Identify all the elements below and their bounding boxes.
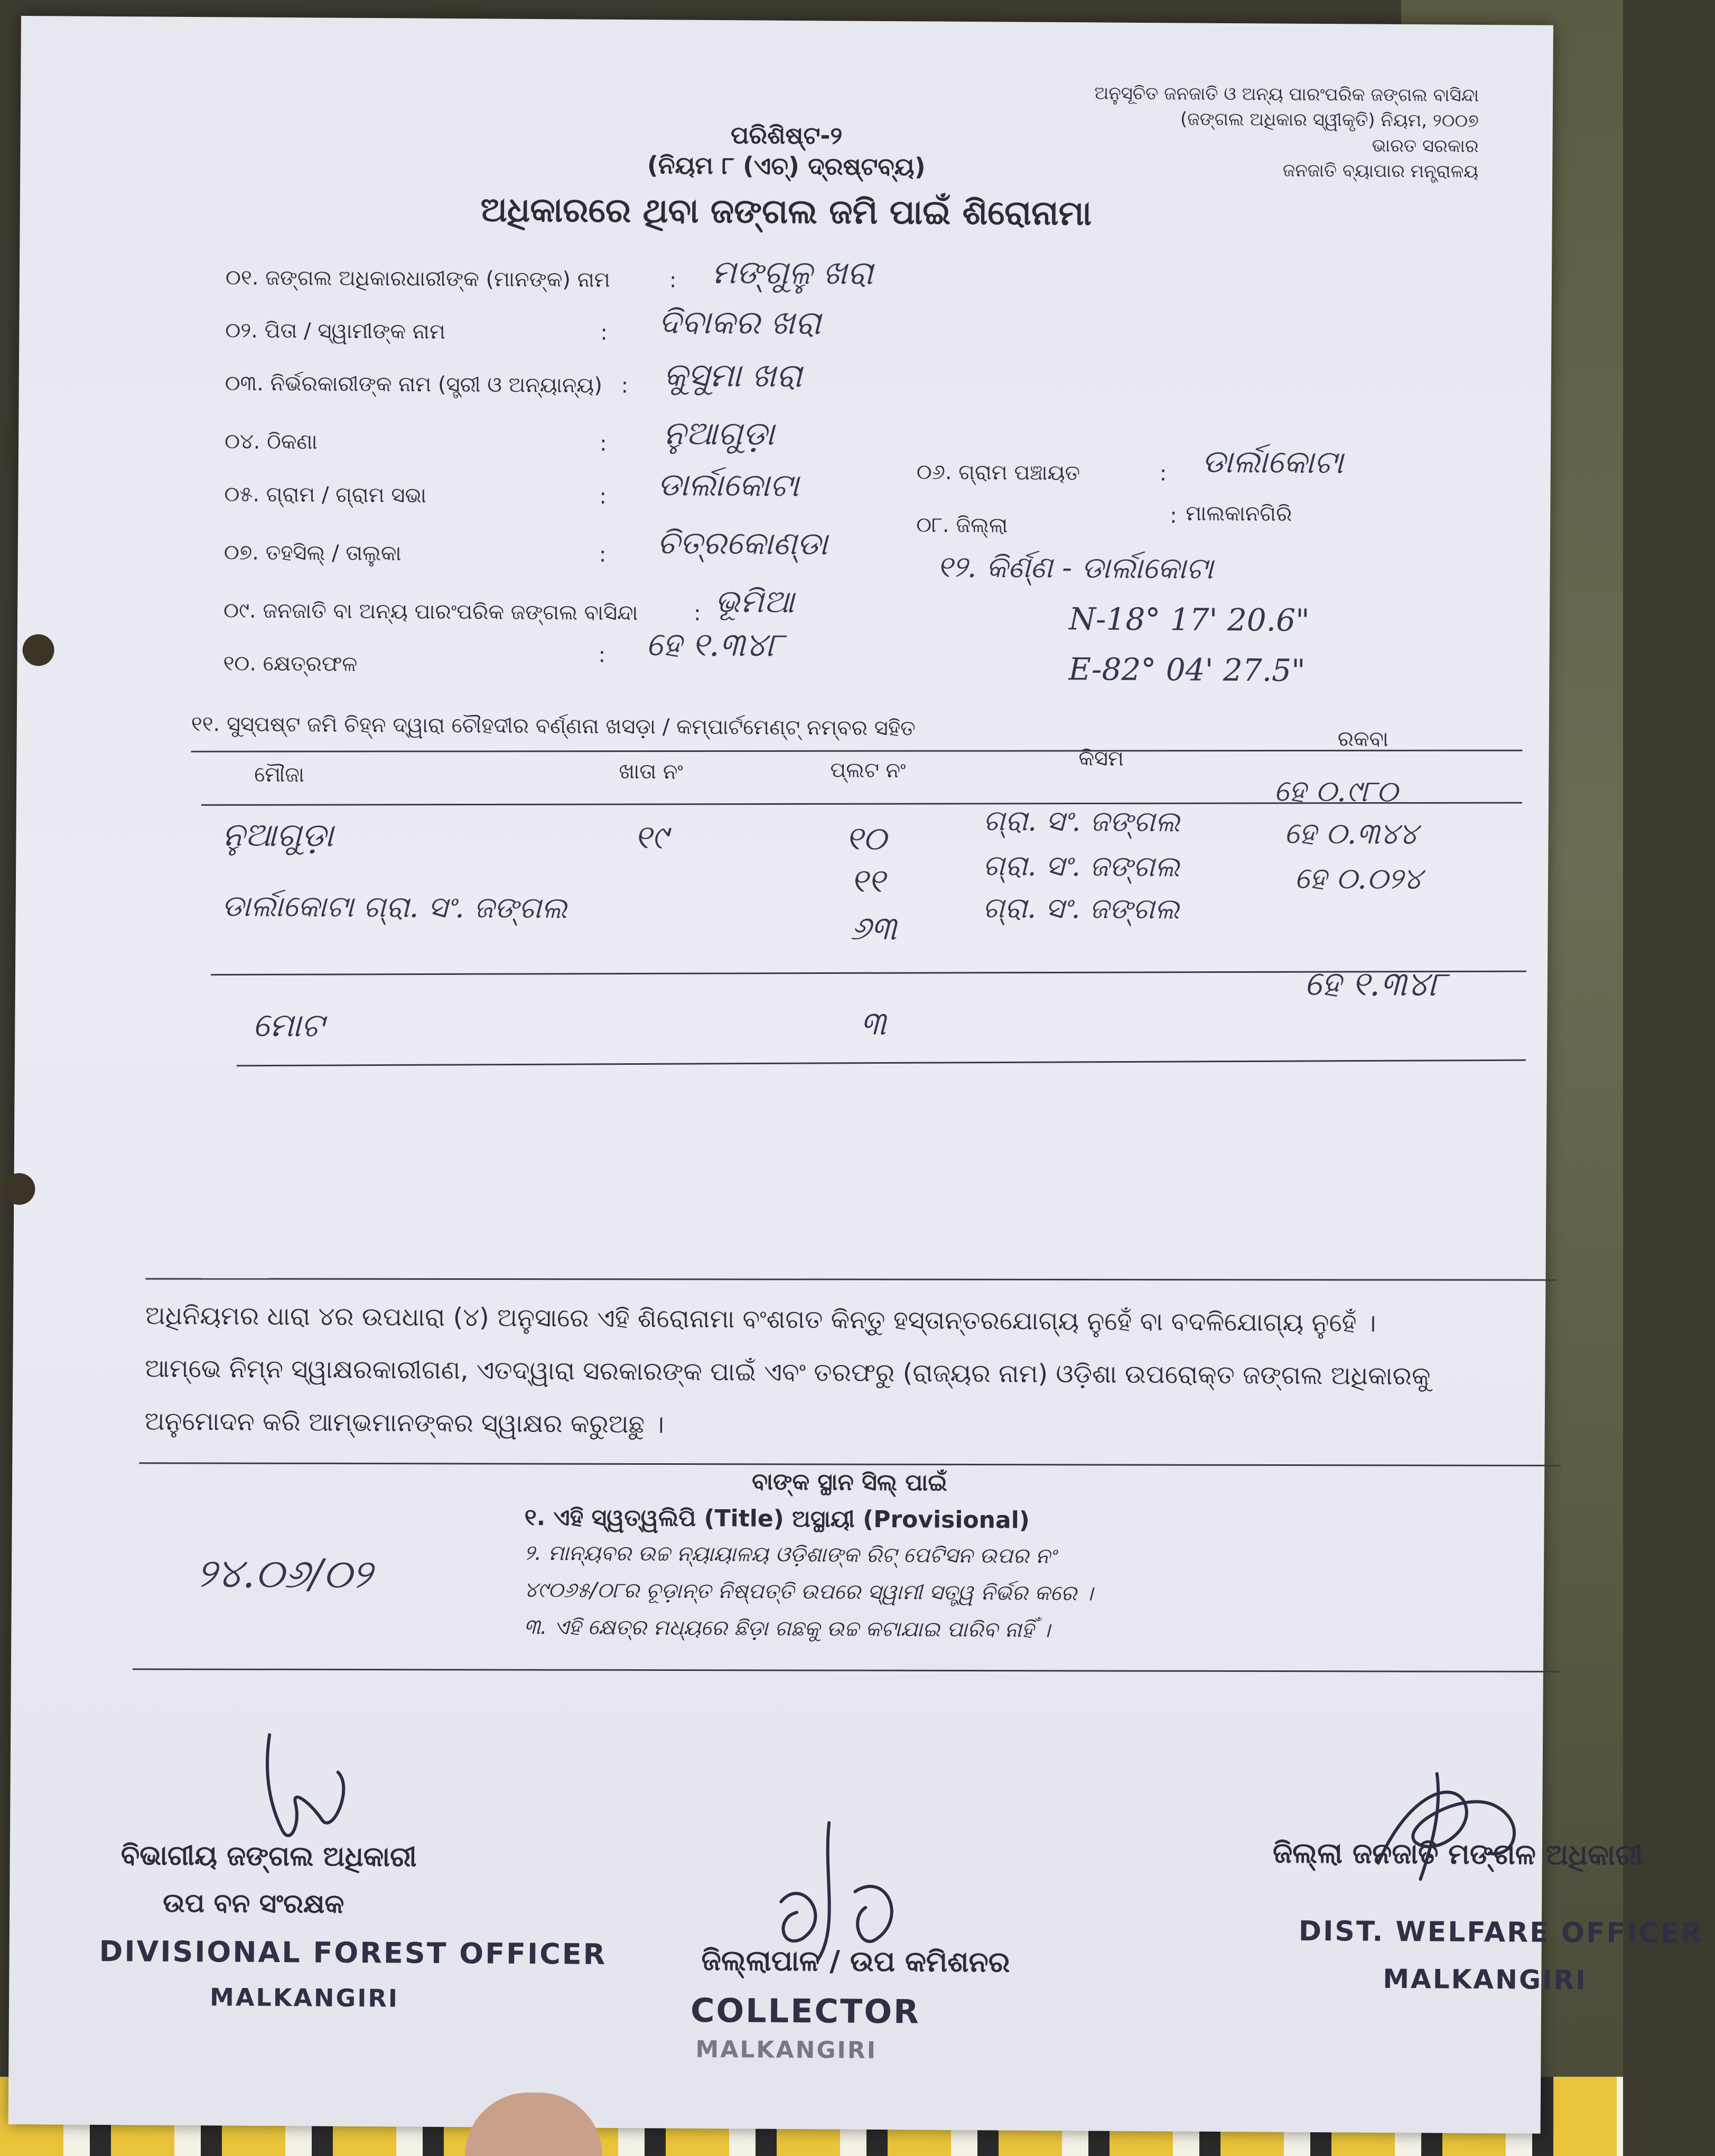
page-title: ଅଧିକାରରେ ଥିବା ଜଙ୍ଗଲ ଜମି ପାଇଁ ଶିରୋନାମା <box>480 190 1092 234</box>
cell-kisam: ଗ୍ରା. ସଂ. ଜଙ୍ଗଲ <box>982 891 1180 926</box>
col-header-rakba: ରକବା <box>1337 727 1389 751</box>
table-top-rule <box>191 750 1523 752</box>
gps-longitude: E-82° 04' 27.5" <box>1068 651 1306 689</box>
field-value-area: ହେ ୧.୩୪୮ <box>646 625 784 664</box>
declaration-line-3: ଅନୁମୋଦନ କରି ଆମ୍ଭମାନଙ୍କର ସ୍ୱାକ୍ଷର କରୁଅଛୁ । <box>144 1406 665 1439</box>
cell-rakba: ହେ ୦.୯୮୦ <box>1273 774 1398 809</box>
cell-mouza: ନୁଆଗୁଡ଼ା <box>222 815 334 854</box>
collector-place: MALKANGIRI <box>695 2036 878 2064</box>
col-header-kisam: କିସମ <box>1078 746 1124 771</box>
declaration-bottom-rule <box>139 1462 1560 1466</box>
field-label-tribe: ୦୯. ଜନଜାତି ବା ଅନ୍ୟ ପାରଂପରିକ ଜଙ୍ଗଲ ବାସିନ୍ଦା <box>223 598 638 626</box>
field-colon: : <box>1159 461 1167 486</box>
field-value-panchayat: ଡାର୍ଲାକୋଟା <box>1201 443 1344 481</box>
act-line-2: (ଜଙ୍ଗଲ ଅଧିକାର ସ୍ୱୀକୃତି) ନିୟମ, ୨୦୦୭ <box>1180 108 1479 132</box>
field-value-tahasil: ଚିତ୍ରକୋଣ୍ଡା <box>657 524 828 563</box>
field-label-father-name: ୦୨. ପିତା / ସ୍ୱାମୀଙ୍କ ନାମ <box>225 318 445 344</box>
field-value-address: ନୁଆଗୁଡ଼ା <box>663 413 775 453</box>
dwo-place: MALKANGIRI <box>1383 1963 1587 1996</box>
punch-hole <box>22 634 54 666</box>
stamp-heading: ବାଙ୍କ ସ୍ଥାନ ସିଲ୍ ପାଇଁ <box>751 1468 948 1497</box>
field-colon: : <box>1170 504 1177 528</box>
dfo-title-english: DIVISIONAL FOREST OFFICER <box>99 1934 607 1971</box>
field-colon: : <box>599 542 607 567</box>
field-colon: : <box>599 484 607 509</box>
field-colon: : <box>693 601 701 626</box>
declaration-line-1: ଅଧିନିୟମର ଧାରା ୪ର ଉପଧାରା (୪) ଅନୁସାରେ ଏହି ଶିରୋନାମା ବଂଶଗତ କିନ୍ତୁ ହସ୍ତାନ୍ତରଯୋଗ୍ୟ ନୁହେଁ ବା ବଦଳିଯୋଗ୍ୟ ନୁହେଁ । <box>145 1300 1376 1338</box>
dwo-title-english: DIST. WELFARE OFFICER <box>1298 1915 1704 1950</box>
field-label-holder-name: ୦୧. ଜଙ୍ଗଲ ଅଧିକାରଧାରୀଙ୍କ (ମାନଙ୍କ) ନାମ <box>225 265 610 292</box>
dfo-place: MALKANGIRI <box>209 1983 399 2013</box>
declaration-line-2: ଆମ୍ଭେ ନିମ୍ନ ସ୍ୱାକ୍ଷରକାରୀଗଣ, ଏତଦ୍ୱାରା ସରକାରଙ୍କ ପାଇଁ ଏବଂ ତରଫରୁ (ରାଜ୍ୟର ନାମ) ଓଡ଼ିଶା ଉପରୋକ୍ତ ଜଙ୍ଗଲ ଅଧିକାରକୁ <box>145 1353 1431 1391</box>
field-label-tahasil: ୦୭. ତହସିଲ୍ / ତାଲୁକା <box>223 540 402 566</box>
field-value-village: ଡାର୍ଲାକୋଟା <box>657 466 799 505</box>
field-label-village: ୦୫. ଗ୍ରାମ / ଗ୍ରାମ ସଭା <box>224 482 427 508</box>
dfo-title-odia: ବିଭାଗୀୟ ଜଙ୍ଗଲ ଅଧିକାରୀ <box>120 1839 417 1873</box>
field-label-address: ୦୪. ଠିକଣା <box>224 429 318 454</box>
field-colon: : <box>600 320 608 345</box>
field-value-holder-name: ମଙ୍ଗୁଳୁ ଖରା <box>711 252 873 292</box>
document-sheet <box>8 16 1704 2134</box>
total-rakba: ହେ ୧.୩୪୮ <box>1304 964 1447 1005</box>
table-bottom-rule <box>237 1060 1526 1067</box>
stamp-line-1: ୧. ଏହି ସ୍ୱତ୍ୱଲିପି (Title) ଅସ୍ଥାୟୀ (Provisional) <box>524 1503 1030 1534</box>
field-colon: : <box>598 643 606 667</box>
total-plots: ୩ <box>860 1003 887 1043</box>
cell-plot: ୧୦ <box>845 819 887 858</box>
collector-title-english: COLLECTOR <box>690 1991 921 2031</box>
stamp-line-3: ୪୯୦୬୫/୦୮ର ଚୂଡ଼ାନ୍ତ ନିଷ୍ପତ୍ତି ଉପରେ ସ୍ୱାମୀ ସତ୍ତ୍ୱ ନିର୍ଭର କରେ । <box>524 1577 1093 1606</box>
cell-khata: ୧୯ <box>634 817 668 857</box>
col-header-plot: ପ୍ଲଟ ନଂ <box>830 758 906 783</box>
act-line-1: ଅନୁସୂଚିତ ଜନଜାତି ଓ ଅନ୍ୟ ପାରଂପରିକ ଜଙ୍ଗଲ ବାସିନ୍ଦା <box>1094 82 1479 106</box>
annexure-label: ପରିଶିଷ୍ଟ-୨ <box>730 120 843 150</box>
stamp-line-4: ୩. ଏହି କ୍ଷେତ୍ର ମଧ୍ୟରେ ଛିଡ଼ା ଗଛକୁ ଉଚ୍ଚ କଟାଯାଇ ପାରିବ ନାହିଁ । <box>524 1614 1050 1642</box>
field-colon: : <box>599 431 607 456</box>
stamp-line-2: ୨. ମାନ୍ୟବର ଉଚ୍ଚ ନ୍ୟାୟାଳୟ ଓଡ଼ିଶାଙ୍କ ରିଟ୍ ପେଟିସନ ଉପର ନଂ <box>524 1540 1056 1569</box>
ministry-line-2: ଜନଜାତି ବ୍ୟାପାର ମନ୍ତ୍ରାଳୟ <box>1282 160 1479 182</box>
field-colon: : <box>669 268 677 293</box>
field-colon: : <box>621 373 629 398</box>
cell-rakba: ହେ ୦.୦୨୪ <box>1294 861 1422 897</box>
cell-kisam: ଗ୍ରା. ସଂ. ଜଙ୍ଗଲ <box>983 849 1180 884</box>
rule-reference: (ନିୟମ ୮ (ଏଚ୍) ଦ୍ରଷ୍ଟବ୍ୟ) <box>647 151 926 181</box>
total-label: ମୋଟ <box>253 1005 324 1045</box>
gps-latitude: N-18° 17' 20.6" <box>1068 601 1310 638</box>
cell-kisam: ଗ୍ରା. ସଂ. ଜଙ୍ଗଲ <box>983 804 1180 839</box>
col-header-khata: ଖାତା ନଂ <box>619 759 683 784</box>
cell-plot: ୬୩ <box>850 908 897 948</box>
collector-title-odia: ଜିଲ୍ଲାପାଳ / ଉପ କମିଶନର <box>701 1943 1010 1979</box>
field-label-dependents: ୦୩. ନିର୍ଭରକାରୀଙ୍କ ନାମ (ସ୍ତ୍ରୀ ଓ ଅନ୍ୟାନ୍ୟ) <box>225 371 603 398</box>
field-value-tribe: ଭୂମିଆ <box>715 583 795 620</box>
field-value-district: ମାଲକାନଗିରି <box>1186 501 1292 526</box>
field-label-panchayat: ୦୬. ଗ୍ରାମ ପଞ୍ଚାୟତ <box>916 460 1080 486</box>
field-value-dependents: କୁସୁମା ଖରା <box>663 355 803 395</box>
field-label-area: ୧୦. କ୍ଷେତ୍ରଫଳ <box>223 651 358 676</box>
signature-top-rule <box>133 1668 1559 1672</box>
dfo-subtitle-odia: ଉପ ବନ ସଂରକ୍ଷକ <box>163 1887 344 1919</box>
cell-rakba: ହେ ୦.୩୪୪ <box>1284 816 1418 852</box>
field-value-father-name: ଦିବାକର ଖରା <box>658 302 821 342</box>
cell-plot: ୧୧ <box>850 861 885 900</box>
table-caption: ୧୧. ସୁସ୍ପଷ୍ଟ ଜମି ଚିହ୍ନ ଦ୍ୱାରା ଚୌହଦୀର ବର୍ଣ୍ଣନା ଖସଡ଼ା / କମ୍ପାର୍ଟମେଣ୍ଟ୍ ନମ୍ବର ସହିତ <box>191 711 916 741</box>
issue-date: ୨୪.୦୬/୦୨ <box>196 1549 372 1598</box>
dwo-title-odia: ଜିଲ୍ଲା ଜନଜାତି ମଙ୍ଗଳ ଅଧିକାରୀ <box>1272 1836 1643 1872</box>
col-header-mouza: ମୌଜା <box>254 762 305 787</box>
declaration-top-rule <box>145 1278 1556 1280</box>
punch-hole <box>3 1173 35 1205</box>
cell-mouza: ଡାର୍ଲାକୋଟା ଗ୍ରା. ସଂ. ଜଙ୍ଗଲ <box>221 889 567 926</box>
gps-location: ୧୨. କିର୍ଣ୍ଣ - ଡାର୍ଲାକୋଟା <box>937 550 1214 586</box>
field-label-district: ୦୮. ଜିଲ୍ଲା <box>916 513 1008 538</box>
ministry-line-1: ଭାରତ ସରକାର <box>1372 135 1479 157</box>
